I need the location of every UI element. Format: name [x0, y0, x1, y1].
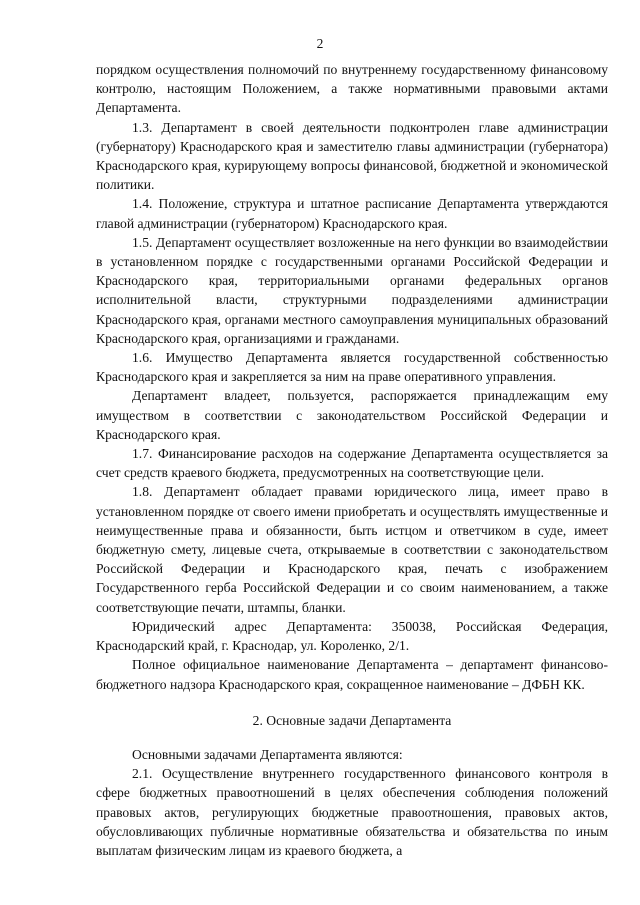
- paragraph-1-3: 1.3. Департамент в своей деятельности подконтролен главе администрации (губернатору) Краснодарского края и заместителю главы администрации (губернатора) Краснодарского края, курирующему вопросы финансовой, бюджетной и экономической политики.: [96, 119, 608, 193]
- paragraph-official-name: Полное официальное наименование Департамента – департамент финансово-бюджетного надзора Краснодарского края, сокращенное наименование – ДФБН КК.: [96, 657, 608, 692]
- paragraph-1-6-property: Департамент владеет, пользуется, распоряжается принадлежащим ему имуществом в соответствии с законодательством Российской Федерации и Краснодарского края.: [96, 388, 608, 442]
- paragraph-1-6: 1.6. Имущество Департамента является государственной собственностью Краснодарского края и закрепляется за ним на праве оперативного управления.: [96, 350, 608, 385]
- document-body: [96, 60, 608, 860]
- paragraph-1-5: 1.5. Департамент осуществляет возложенные на него функции во взаимодействии в установленном порядке с государственными органами Российской Федерации и Краснодарского края, территориальными органами федеральных органов исполнительной власти, структурными подразделениями администрации Краснодарского края, органами местного самоуправления муниципальных образований Краснодарского края, организациями и гражданами.: [96, 234, 608, 346]
- paragraph-continuation: порядком осуществления полномочий по внутреннему государственному финансовому контролю, настоящим Положением, а также нормативными правовыми актами Департамента.: [96, 62, 608, 116]
- section-heading: 2. Основные задачи Департамента: [252, 712, 452, 728]
- page-number: 2: [316, 36, 324, 51]
- paragraph-2-1: 2.1. Осуществление внутреннего государственного финансового контроля в сфере бюджетных правоотношений в целях обеспечения соблюдения положений правовых актов, регулирующих бюджетные правоотношения, правовых актов, обусловливающих публичные нормативные обязательства и обязательства по иным выплатам физическим лицам из краевого бюджета, а: [96, 766, 608, 858]
- paragraph-tasks-intro: Основными задачами Департамента являются:: [132, 746, 403, 762]
- paragraph-1-4: 1.4. Положение, структура и штатное расписание Департамента утверждаются главой администрации (губернатором) Краснодарского края.: [96, 196, 608, 231]
- paragraph-1-8: 1.8. Департамент обладает правами юридического лица, имеет право в установленном порядке от своего имени приобретать и осуществлять имущественные и неимущественные права и обязанности, быть истцом и ответчиком в суде, имеет бюджетную смету, лицевые счета, открываемые в соответствии с законодательством Российской Федерации и Краснодарского края, печать с изображением Государственного герба Российской Федерации и со своим наименованием, а также соответствующие печати, штампы, бланки.: [96, 484, 608, 615]
- paragraph-1-7: 1.7. Финансирование расходов на содержание Департамента осуществляется за счет средств краевого бюджета, предусмотренных на соответствующие цели.: [96, 446, 608, 481]
- paragraph-legal-address: Юридический адрес Департамента: 350038, Российская Федерация, Краснодарский край, г. Краснодар, ул. Короленко, 2/1.: [96, 618, 608, 654]
